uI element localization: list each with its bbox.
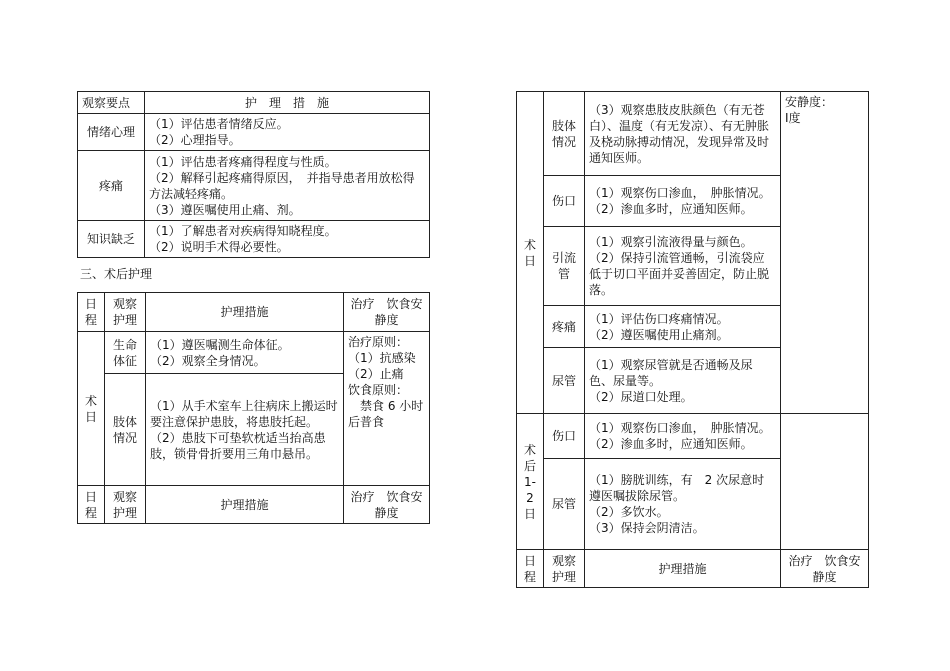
row-label-emotion: 情绪心理 bbox=[78, 114, 145, 151]
row-label-limb: 肢体情况 bbox=[105, 374, 146, 486]
row-measures-limb: （1）从手术室车上往病床上搬运时要注意保护患肢，将患肢托起。 （2）患肢下可垫软枕适当抬高患肢，锁骨骨折要用三角巾悬吊。 bbox=[146, 374, 344, 486]
header-measures: 护 理 措 施 bbox=[145, 92, 430, 114]
row-label-catheter: 尿管 bbox=[544, 348, 585, 414]
row-measures-wound-2: （1）观察伤口渗血， 肿胀情况。 （2）渗血多时，应通知医师。 bbox=[585, 414, 781, 459]
row-label-vital: 生命体征 bbox=[105, 332, 146, 374]
row-measures-knowledge: （1）了解患者对疾病得知晓程度。 （2）说明手术得必要性。 bbox=[145, 221, 430, 258]
pre-op-table bbox=[77, 91, 430, 258]
footer-measures: 护理措施 bbox=[585, 550, 781, 588]
footer-observe: 观察护理 bbox=[544, 550, 585, 588]
footer-schedule: 日程 bbox=[78, 486, 105, 524]
day-label-post: 术后1-2日 bbox=[517, 414, 544, 550]
section-title: 三、术后护理 bbox=[80, 267, 153, 281]
header-measures: 护理措施 bbox=[146, 293, 344, 332]
rest-empty bbox=[781, 414, 869, 550]
row-measures-limb: （3）观察患肢皮肤颜色（有无苍白）、温度（有无发凉）、有无肿胀及桡动脉搏动情况，发现异常及时通知医师。 bbox=[585, 92, 781, 176]
row-measures-catheter: （1）观察尿管就是否通畅及尿色、尿量等。 （2）尿道口处理。 bbox=[585, 348, 781, 414]
header-observation: 观察要点 bbox=[78, 92, 145, 114]
row-label-wound-2: 伤口 bbox=[544, 414, 585, 459]
header-treatment: 治疗 饮食安静度 bbox=[344, 293, 430, 332]
row-label-catheter-2: 尿管 bbox=[544, 459, 585, 550]
row-measures-wound: （1）观察伤口渗血， 肿胀情况。 （2）渗血多时，应通知医师。 bbox=[585, 176, 781, 227]
row-measures-catheter-2: （1）膀胱训练，有 2 次尿意时遵医嘱拔除尿管。 （2）多饮水。 （3）保持会阴清洁。 bbox=[585, 459, 781, 550]
header-observe: 观察护理 bbox=[105, 293, 146, 332]
footer-treatment: 治疗 饮食安静度 bbox=[781, 550, 869, 588]
row-label-drain: 引流管 bbox=[544, 227, 585, 306]
rest-level: 安静度： Ⅰ度 bbox=[781, 92, 869, 414]
footer-treatment: 治疗 饮食安静度 bbox=[344, 486, 430, 524]
row-label-limb: 肢体情况 bbox=[544, 92, 585, 176]
footer-schedule: 日程 bbox=[517, 550, 544, 588]
row-measures-pain: （1）评估伤口疼痛情况。 （2）遵医嘱使用止痛剂。 bbox=[585, 306, 781, 348]
day-label-op: 术日 bbox=[517, 92, 544, 414]
row-measures-pain: （1）评估患者疼痛得程度与性质。 （2）解释引起疼痛得原因， 并指导患者用放松得方法减轻疼痛。 （3）遵医嘱使用止痛、剂。 bbox=[145, 151, 430, 221]
footer-observe: 观察护理 bbox=[105, 486, 146, 524]
treatment-notes: 治疗原则： （1）抗感染 （2）止痛 饮食原则： 禁食 6 小时后普食 bbox=[344, 332, 430, 486]
row-measures-vital: （1）遵医嘱测生命体征。 （2）观察全身情况。 bbox=[146, 332, 344, 374]
row-label-pain: 疼痛 bbox=[78, 151, 145, 221]
row-label-knowledge: 知识缺乏 bbox=[78, 221, 145, 258]
row-label-wound: 伤口 bbox=[544, 176, 585, 227]
header-schedule: 日程 bbox=[78, 293, 105, 332]
row-measures-emotion: （1）评估患者情绪反应。 （2）心理指导。 bbox=[145, 114, 430, 151]
post-op-table-left bbox=[77, 292, 430, 524]
day-label: 术日 bbox=[78, 332, 105, 486]
row-label-pain: 疼痛 bbox=[544, 306, 585, 348]
row-measures-drain: （1）观察引流液得量与颜色。 （2）保持引流管通畅，引流袋应低于切口平面并妥善固定，防止脱落。 bbox=[585, 227, 781, 306]
footer-measures: 护理措施 bbox=[146, 486, 344, 524]
post-op-table-right bbox=[516, 91, 869, 588]
